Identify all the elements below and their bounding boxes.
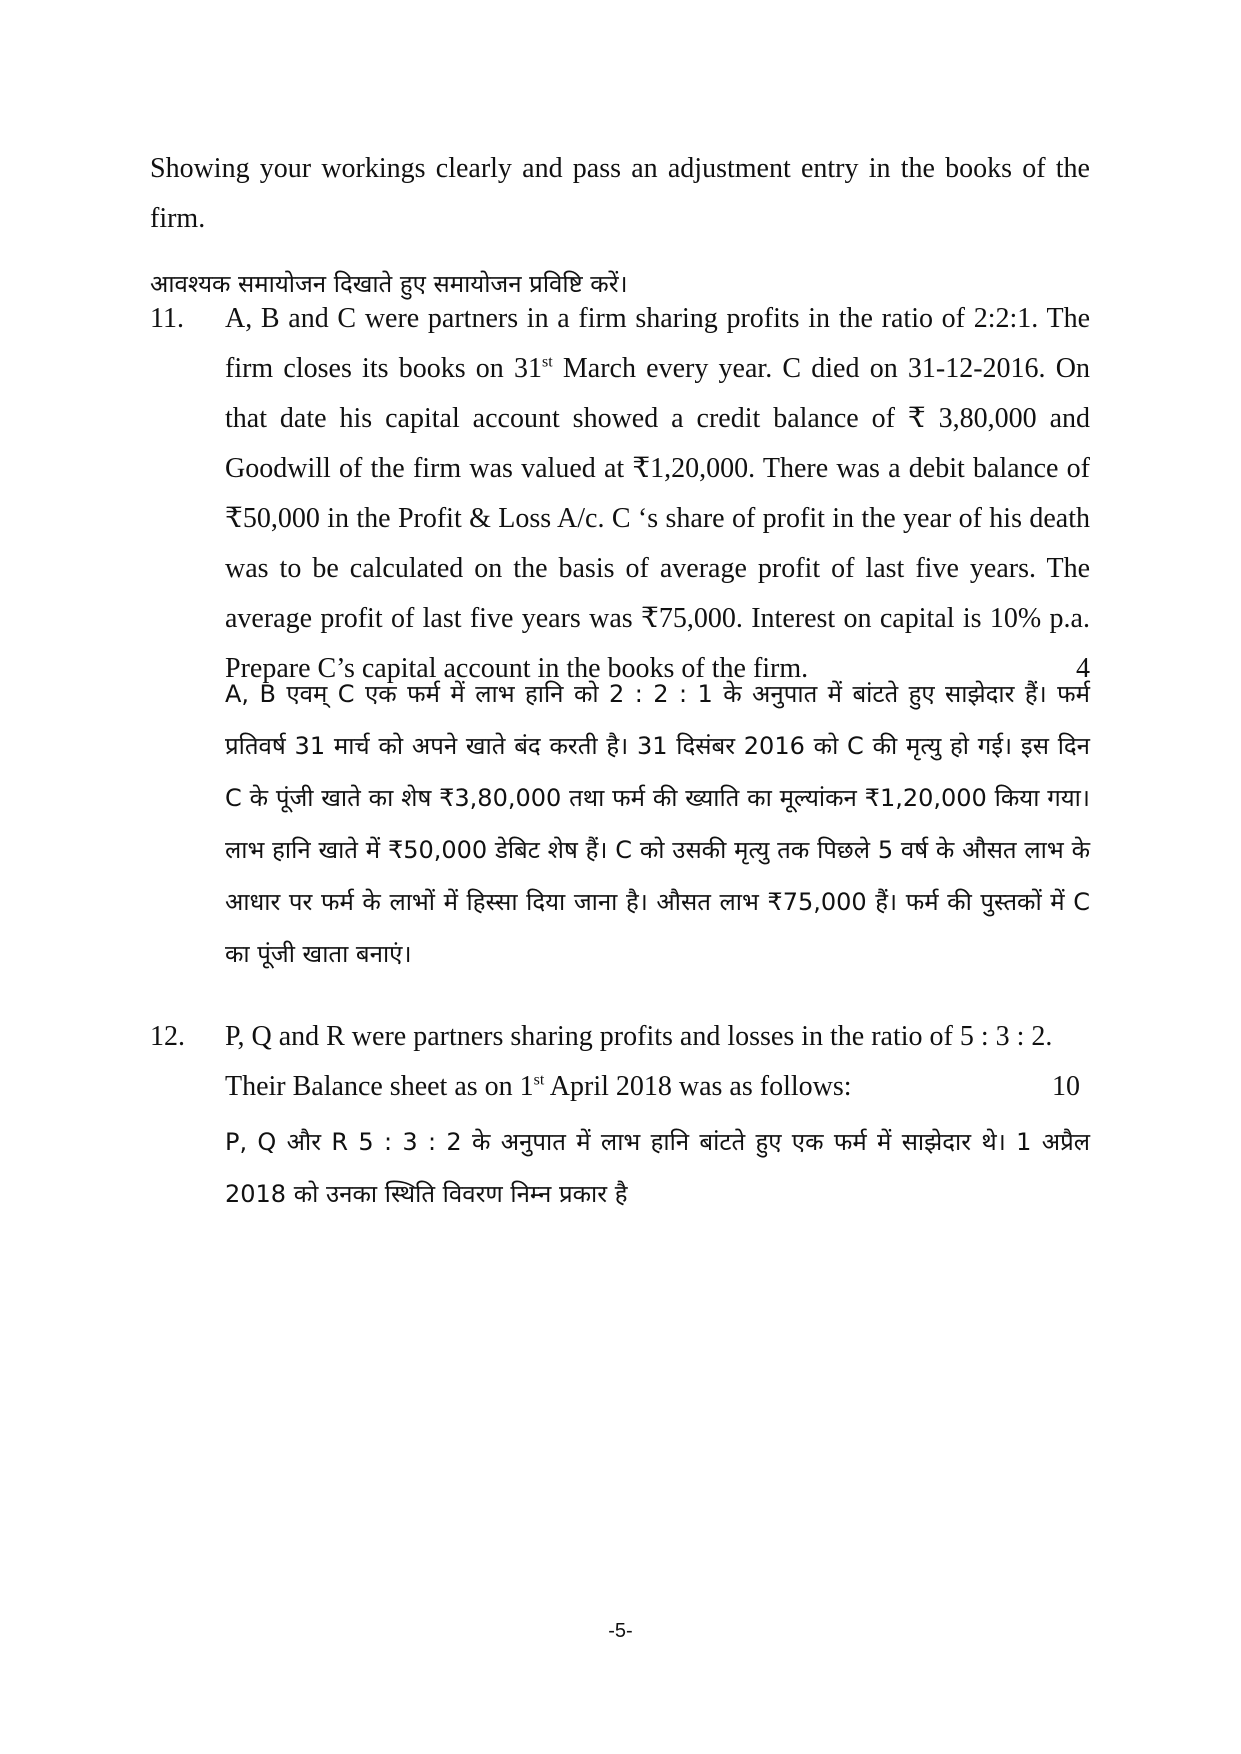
question-11-english xyxy=(225,294,1090,694)
question-12-line2-part1: Their Balance sheet as on 1 xyxy=(225,1071,534,1102)
intro-english-text: Showing your workings clearly and pass an adjustment entry in the books of the firm. xyxy=(150,153,1090,234)
question-11-text-part2: March every year. C died on 31-12-2016. On that date his capital account showed a credit balance of ₹ 3,80,000 and Goodwill of the firm was valued at ₹1,20,000. There was a debit balance of ₹50,000 in the Profit & Loss A/c. C ‘s share of profit in the year of his death was to be calculated on the basis of average profit of last five years. The average profit of last five years was ₹75,000. Interest on capital is 10% p.a. Prepare C’s capital account in the books of the firm. xyxy=(225,353,1090,684)
question-12-number: 12. xyxy=(150,1021,185,1052)
question-12-line2 xyxy=(225,1062,1090,1112)
question-12-marks: 10 xyxy=(1052,1071,1080,1102)
question-11-text-part1: A, B and C were partners in a firm sharing profits in the ratio of 2:2:1. The firm closes its books on 31 xyxy=(225,303,1090,384)
question-11-marks: 4 xyxy=(1076,653,1090,684)
question-12-line2-part2: April 2018 was as follows: xyxy=(544,1071,852,1102)
question-12-english xyxy=(225,1012,1090,1112)
page-number: -5- xyxy=(608,1620,633,1642)
question-12-hindi: P, Q और R 5 : 3 : 2 के अनुपात में लाभ हानि बांटते हुए एक फर्म में साझेदार थे। 1 अप्रैल 2018 को उनका स्थिति विवरण निम्न प्रकार है xyxy=(225,1128,1090,1208)
question-12-line1: P, Q and R were partners sharing profits and losses in the ratio of 5 : 3 : 2. xyxy=(225,1021,1053,1052)
question-11-superscript: st xyxy=(542,353,553,371)
question-11-hindi: A, B एवम् C एक फर्म में लाभ हानि को 2 : 2 : 1 के अनुपात में बांटते हुए साझेदार हैं। फर्म प्रतिवर्ष 31 मार्च को अपने खाते बंद करती है। 31 दिसंबर 2016 को C की मृत्यु हो गई। इस दिन C के पूंजी खाते का शेष ₹3,80,000 तथा फर्म की ख्याति का मूल्यांकन ₹1,20,000 किया गया। लाभ हानि खाते में ₹50,000 डेबिट शेष हैं। C को उसकी मृत्यु तक पिछले 5 वर्ष के औसत लाभ के आधार पर फर्म के लाभों में हिस्सा दिया जाना है। औसत लाभ ₹75,000 हैं। फर्म की पुस्तकों में C का पूंजी खाता बनाएं। xyxy=(225,680,1090,968)
intro-hindi-text: आवश्यक समायोजन दिखाते हुए समायोजन प्रविष्टि करें। xyxy=(150,270,628,298)
question-12-superscript: st xyxy=(533,1071,545,1089)
question-11-number: 11. xyxy=(150,303,184,334)
